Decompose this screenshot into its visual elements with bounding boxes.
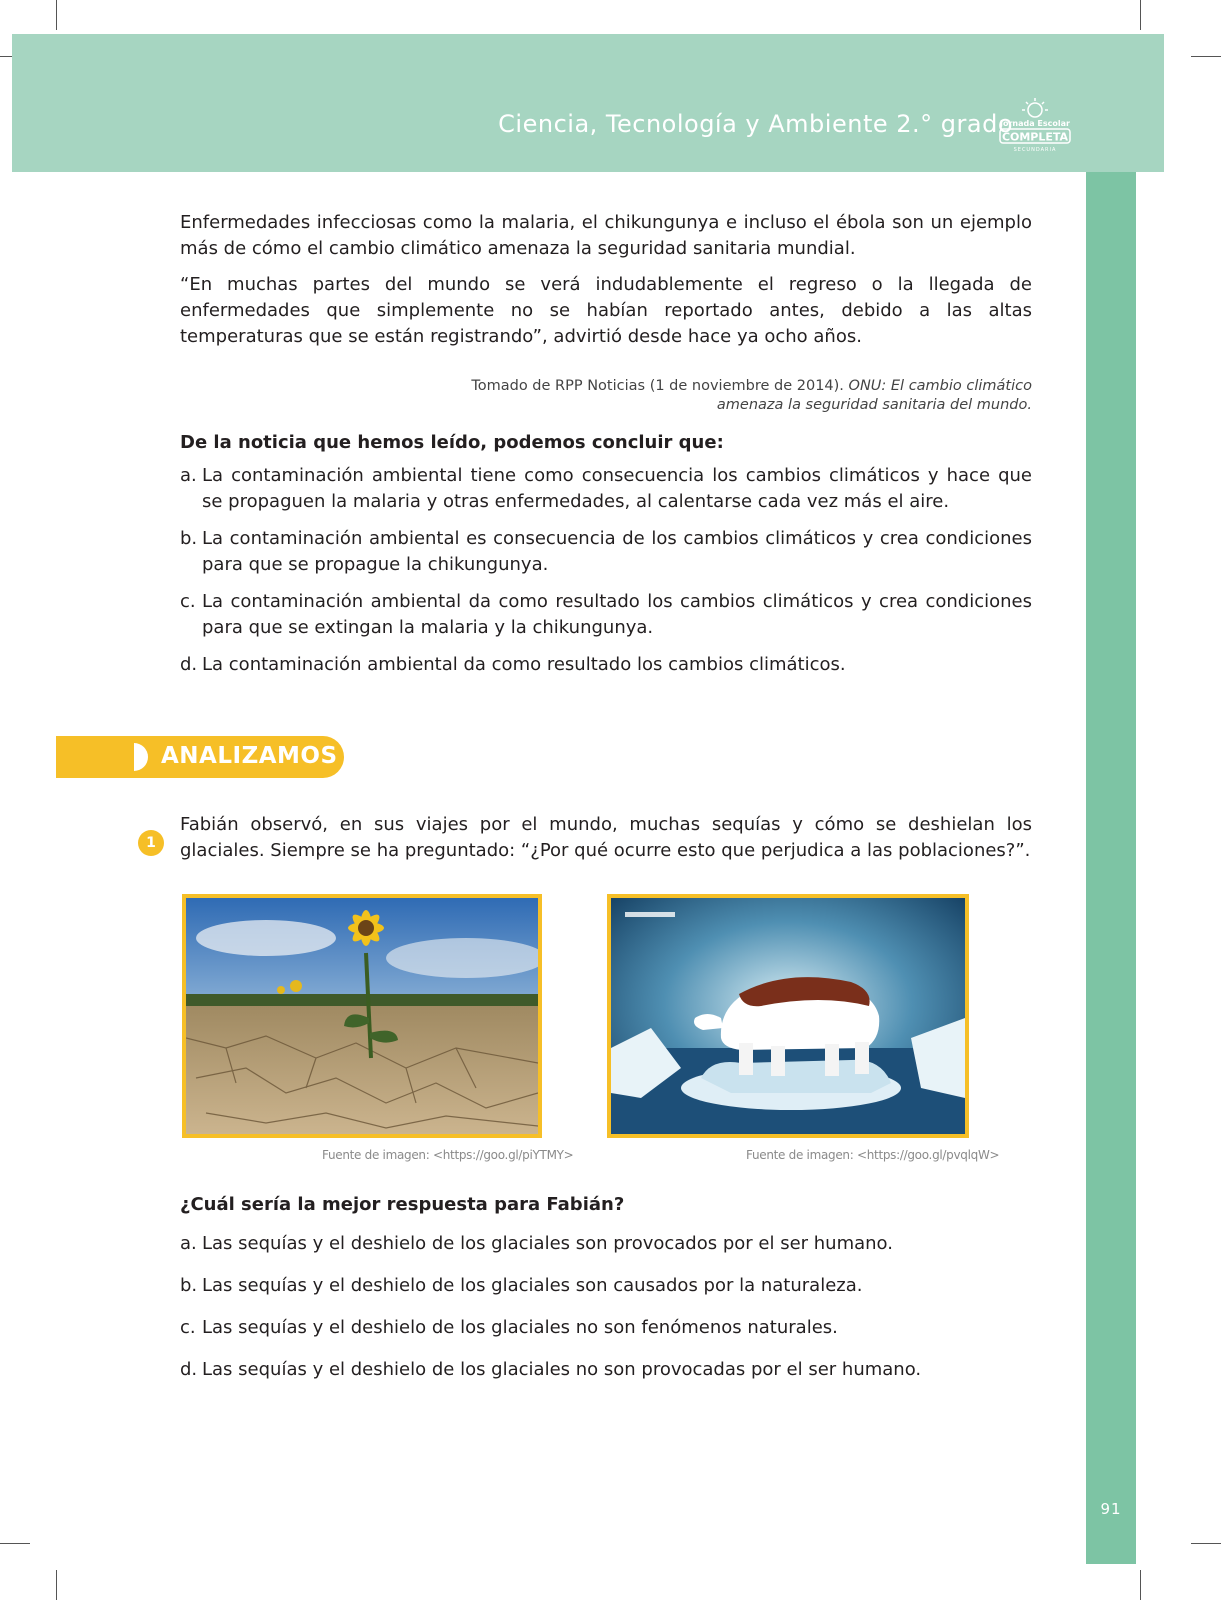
option-letter: a. [180, 1233, 197, 1254]
crop-mark [1140, 0, 1141, 30]
image-2-caption: Fuente de imagen: <https://goo.gl/pvqlqW> [746, 1148, 1000, 1162]
logo-text-main: COMPLETA [1001, 130, 1069, 144]
question-2 [180, 1194, 1032, 1383]
option-text: Las sequías y el deshielo de los glaciales son provocados por el ser humano. [202, 1233, 893, 1254]
option-text: Las sequías y el deshielo de los glaciales no son provocadas por el ser humano. [202, 1359, 922, 1380]
activity-number-badge: 1 [138, 830, 164, 856]
option-letter: b. [180, 528, 198, 549]
option-text: La contaminación ambiental es consecuencia de los cambios climáticos y crea condiciones para que se propague la chikungunya. [202, 528, 1032, 575]
option-text: La contaminación ambiental tiene como consecuencia los cambios climáticos y hace que se propaguen la malaria y otras enfermedades, al calentarse cada vez más el aire. [202, 465, 1032, 512]
crop-mark [1140, 1570, 1141, 1600]
source-plain: Tomado de RPP Noticias (1 de noviembre de 2014). [471, 378, 849, 394]
section-banner [56, 736, 344, 778]
jornada-escolar-logo [994, 96, 1076, 156]
question-1 [180, 432, 1032, 678]
reading-passage [180, 210, 1032, 350]
option-text: Las sequías y el deshielo de los glaciales no son fenómenos naturales. [202, 1317, 838, 1338]
crop-mark [1191, 1543, 1221, 1544]
half-circle-icon [134, 743, 148, 771]
option-letter: a. [180, 465, 197, 486]
question-2-option-b[interactable] [180, 1273, 1032, 1299]
sunflower-drought-image [182, 894, 542, 1138]
source-title: ONU: El cambio climático amenaza la seguridad sanitaria del mundo. [716, 378, 1032, 413]
question-1-option-c[interactable] [180, 589, 1032, 641]
option-text: La contaminación ambiental da como resultado los cambios climáticos. [202, 654, 846, 675]
section-title: ANALIZAMOS [161, 743, 338, 769]
crop-mark [56, 0, 57, 30]
option-letter: c. [180, 1317, 196, 1338]
question-2-option-d[interactable] [180, 1357, 1032, 1383]
logo-text-bottom: SECUNDARIA [1013, 147, 1057, 153]
polar-bear-ice-image [607, 894, 969, 1138]
question-1-option-b[interactable] [180, 526, 1032, 578]
header-band [12, 34, 1164, 172]
question-2-option-c[interactable] [180, 1315, 1032, 1341]
question-2-option-a[interactable] [180, 1231, 1032, 1257]
logo-text-top: Jornada Escolar [1000, 119, 1070, 128]
question-1-option-a[interactable] [180, 463, 1032, 515]
option-letter: d. [180, 1359, 198, 1380]
activity-statement [180, 812, 1032, 864]
activity-text: Fabián observó, en sus viajes por el mundo, muchas sequías y cómo se deshielan los glaciales. Siempre se ha preguntado: “¿Por qué ocurre esto que perjudica a las poblaciones?”. [180, 814, 1032, 861]
question-2-prompt: ¿Cuál sería la mejor respuesta para Fabián? [180, 1194, 625, 1215]
option-letter: d. [180, 654, 198, 675]
reading-paragraph-1: Enfermedades infecciosas como la malaria, el chikungunya e incluso el ébola son un ejemplo más de cómo el cambio climático amenaza la seguridad sanitaria mundial. [180, 212, 1032, 259]
crop-mark [0, 1543, 30, 1544]
option-text: La contaminación ambiental da como resultado los cambios climáticos y crea condiciones para que se extingan la malaria y la chikungunya. [202, 591, 1032, 638]
option-letter: c. [180, 591, 196, 612]
crop-mark [56, 1570, 57, 1600]
sun-icon [1022, 98, 1048, 117]
image-1-caption: Fuente de imagen: <https://goo.gl/piYTMY> [322, 1148, 574, 1162]
side-band [1086, 172, 1136, 1564]
source-note [430, 377, 1032, 415]
option-letter: b. [180, 1275, 198, 1296]
header-title: Ciencia, Tecnología y Ambiente 2.° grado [498, 110, 1013, 138]
page-number: 91 [1100, 1500, 1122, 1518]
crop-mark [1191, 56, 1221, 57]
option-text: Las sequías y el deshielo de los glaciales son causados por la naturaleza. [202, 1275, 863, 1296]
question-1-option-d[interactable] [180, 652, 1032, 678]
reading-paragraph-2: “En muchas partes del mundo se verá indudablemente el regreso o la llegada de enfermedades que simplemente no se habían reportado antes, debido a las altas temperaturas que se están registrando”, advirtió desde hace ya ocho años. [180, 274, 1032, 347]
question-1-prompt: De la noticia que hemos leído, podemos concluir que: [180, 432, 724, 453]
